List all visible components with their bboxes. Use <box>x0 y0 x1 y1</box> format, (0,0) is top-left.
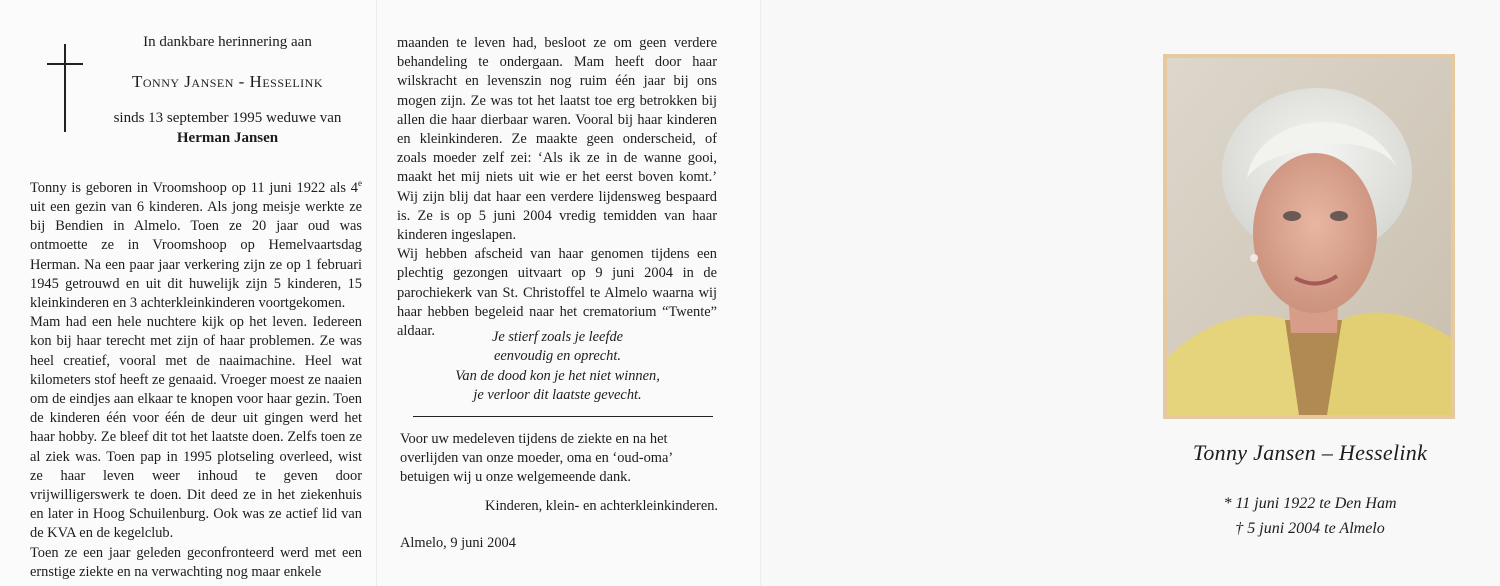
intro-line: In dankbare herinnering aan <box>143 34 312 50</box>
poem-line: je verloor dit laatste gevecht. <box>473 387 642 404</box>
paragraph-life: Mam had een hele nuchtere kijk op het leven. Iedereen kon bij haar terecht met zijn of haar problemen. Ze was heel creatief, vooral met de naaimachine. Heel wat kilometers stof heeft ze genaaid. Vroeger moest ze naaien om de eindjes aan elkaar te knopen voor haar gezin. Toen de kinderen één voor één de deur uit gingen werd het haar hobby. Ze bleef dit tot het laatste doen. Zelfs toen ze al ziek was. Toen pap in 1995 plotseling overleed, wist ze haar leven weer inhoud te geven door vrijwilligerswerk te doen. Dit deed ze in het ziekenhuis en later in Hoog Schuilenburg. Ook was ze actief lid van de KVA en de kegelclub. <box>30 314 362 542</box>
paragraph-illness: Toen ze een jaar geleden geconfronteerd werd met een ernstige ziekte en na verwachting nog maar enkele <box>30 544 362 580</box>
biography-left <box>30 174 362 582</box>
poem-line: Je stierf zoals je leefde <box>491 329 624 345</box>
birth-date: * 11 juni 1922 te Den Ham <box>1223 495 1397 512</box>
widow-line: sinds 13 september 1995 weduwe van <box>113 110 342 126</box>
paragraph-funeral: Wij hebben afscheid van haar genomen tijdens een plechtig gezongen uitvaart op 9 juni 2004 in de parochiekerk van St. Christoffel te Almelo waarna wij haar hebben begeleid naar het crematorium “Twente” aldaar. <box>397 246 717 340</box>
death-date: † 5 juni 2004 te Almelo <box>1235 520 1385 537</box>
divider-line <box>413 416 713 417</box>
paragraph-last-year: maanden te leven had, besloot ze om geen verdere behandeling te ondergaan. Mam heeft door haar wilskracht en levenszin nog ruim één jaar bij ons mogen zijn. Ze was tot het laatst toe erg betrokken bij allen die haar dierbaar waren. Vooral bij haar kinderen en kleinkinderen. Ze maakte geen onderscheid, of zoals moeder zelf zei: ‘Als ik ze in de wanne gooi, maakt het mij niets uit wie er het eerst boven komt.’ Wij zijn blij dat haar een verdere lijdensweg bespaard is. Ze is op 5 juni 2004 vredig temidden van haar kinderen ingeslapen. <box>397 35 717 244</box>
poem-line: Van de dood kon je het niet winnen, <box>455 367 660 384</box>
poem <box>400 328 715 406</box>
place-date: Almelo, 9 juni 2004 <box>400 535 516 551</box>
paragraph-birth: Tonny is geboren in Vroomshoop op 11 juni 1922 als 4e uit een gezin van 6 kinderen. Als jong meisje werkte ze bij Bendien in Almelo. Toen ze 20 jaar oud was ontmoette ze in Vroomshoop op Hemelvaartsdag Herman. Na een paar jaar verkering zijn ze op 1 februari 1945 getrouwd en uit dit huwelijk zijn 5 kinderen, 15 kleinkinderen en 3 achterkleinkinderen voortgekomen. <box>30 178 362 312</box>
biography-middle <box>397 34 717 341</box>
portrait-photo <box>1163 54 1455 419</box>
deceased-name: Tonny Jansen - Hesselink <box>131 72 324 91</box>
portrait-name: Tonny Jansen – Hesselink <box>1192 440 1428 465</box>
card-left-panel <box>0 0 376 586</box>
cross-icon <box>47 44 83 132</box>
thanks-text: Voor uw medeleven tijdens de ziekte en na het overlijden van onze moeder, oma en ‘oud-oma’ betuigen wij u onze welgemeende dank. <box>400 431 673 486</box>
signature-family: Kinderen, klein- en achterkleinkinderen. <box>485 498 718 514</box>
husband-name: Herman Jansen <box>176 130 279 146</box>
portrait-image <box>1167 58 1451 415</box>
poem-line: eenvoudig en oprecht. <box>494 348 621 365</box>
